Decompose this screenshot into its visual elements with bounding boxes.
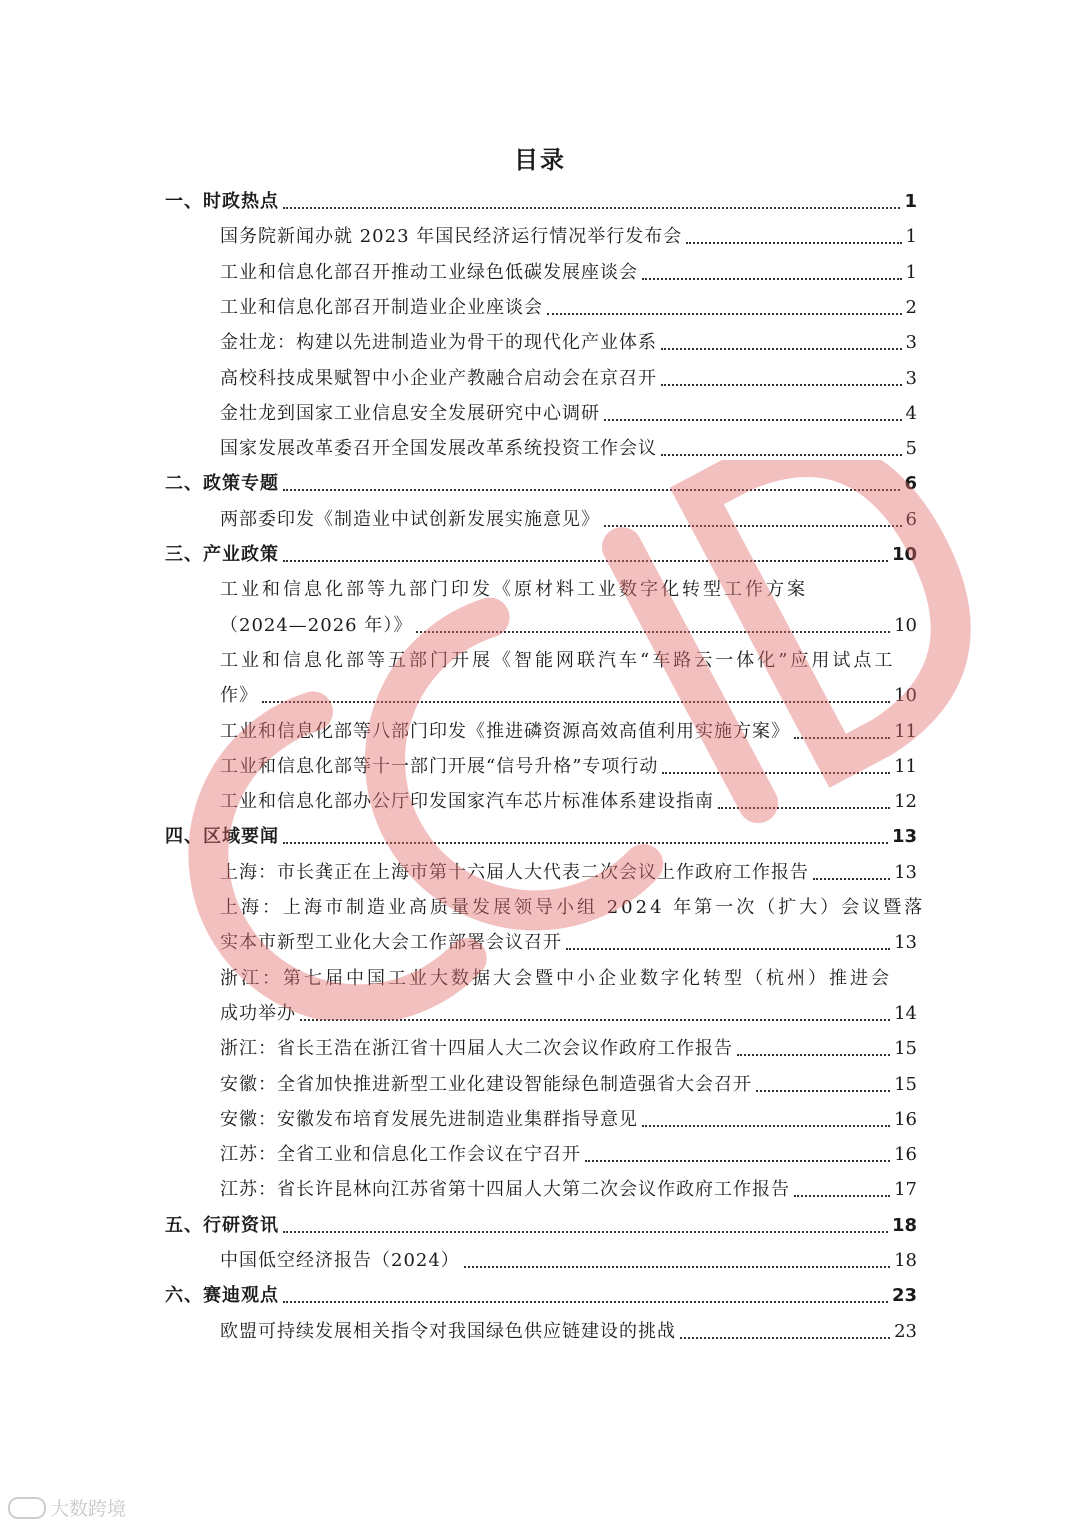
dot-leader xyxy=(661,454,902,456)
dot-leader xyxy=(661,384,902,386)
page-number: 17 xyxy=(894,1179,917,1201)
dot-leader xyxy=(464,1266,890,1268)
page-number: 2 xyxy=(905,296,917,318)
toc-entry-text: （2024—2026 年）》 xyxy=(220,614,413,636)
toc-entry xyxy=(220,225,917,249)
toc-entry-text: 工业和信息化部召开推动工业绿色低碳发展座谈会 xyxy=(220,261,638,283)
dot-leader xyxy=(661,348,902,350)
toc-entry xyxy=(220,720,917,744)
toc-entry-line xyxy=(220,649,917,673)
dot-leader xyxy=(566,948,890,950)
page-number: 11 xyxy=(894,755,917,777)
page-number: 1 xyxy=(905,226,917,248)
page-number: 1 xyxy=(904,191,917,212)
dot-leader xyxy=(794,737,890,739)
page-number: 4 xyxy=(905,402,917,424)
toc-entry xyxy=(220,1037,917,1061)
page-number: 10 xyxy=(894,614,917,636)
toc-entry xyxy=(220,1178,917,1202)
toc-entry-text: 浙江：省长王浩在浙江省十四届人大二次会议作政府工作报告 xyxy=(220,1038,733,1060)
toc-entry-text: 金壮龙：构建以先进制造业为骨干的现代化产业体系 xyxy=(220,332,657,354)
toc-entry xyxy=(220,790,917,814)
page-number: 10 xyxy=(891,544,917,565)
toc-entry xyxy=(220,1108,917,1132)
dot-leader xyxy=(642,1125,890,1127)
toc-section xyxy=(165,1284,917,1308)
toc-entry xyxy=(220,437,917,461)
toc-section-title: 三、产业政策 xyxy=(165,544,279,565)
toc-entry-text: 高校科技成果赋智中小企业产教融合启动会在京召开 xyxy=(220,367,657,389)
dot-leader xyxy=(680,1337,890,1339)
dot-leader xyxy=(604,419,902,421)
dot-leader xyxy=(300,1019,890,1021)
toc-section xyxy=(165,543,917,567)
page-number: 11 xyxy=(894,720,917,742)
toc-entry xyxy=(220,508,917,532)
toc-entry xyxy=(220,331,917,355)
toc-entry xyxy=(220,1073,917,1097)
page-title: 目录 xyxy=(514,146,566,174)
dot-leader xyxy=(547,313,902,315)
toc-entry-line xyxy=(220,967,917,991)
dot-leader xyxy=(794,1195,890,1197)
page-number: 3 xyxy=(905,332,917,354)
dot-leader xyxy=(585,1160,890,1162)
toc-entry-text: 上海：市长龚正在上海市第十六届人大代表二次会议上作政府工作报告 xyxy=(220,861,809,883)
page-number: 1 xyxy=(905,261,917,283)
toc-entry-text: 工业和信息化部等八部门印发《推进磷资源高效高值利用实施方案》 xyxy=(220,720,790,742)
toc-entry-text: 江苏：省长许昆林向江苏省第十四届人大第二次会议作政府工作报告 xyxy=(220,1179,790,1201)
toc-entry xyxy=(220,614,917,638)
toc-entry xyxy=(220,684,917,708)
dot-leader xyxy=(756,1090,890,1092)
toc-entry-text: 两部委印发《制造业中试创新发展实施意见》 xyxy=(220,508,600,530)
dot-leader xyxy=(283,1301,888,1303)
toc-section xyxy=(165,1214,917,1238)
dot-leader xyxy=(604,525,902,527)
toc-section xyxy=(165,825,917,849)
toc-entry-line xyxy=(220,896,926,920)
page-number: 13 xyxy=(894,861,917,883)
page-number: 15 xyxy=(894,1038,917,1060)
toc-entry xyxy=(220,402,917,426)
page-number: 23 xyxy=(891,1285,917,1307)
dot-leader xyxy=(283,489,900,491)
toc-entry-text: 成功举办 xyxy=(220,1002,296,1024)
toc-entry xyxy=(220,261,917,285)
page-number: 14 xyxy=(894,1002,917,1024)
toc-entry-text: 浙江：第七届中国工业大数据大会暨中小企业数字化转型（杭州）推进会 xyxy=(220,967,892,989)
toc-entry xyxy=(220,1249,917,1273)
toc-section-title: 一、时政热点 xyxy=(165,191,279,212)
toc-section xyxy=(165,190,917,214)
dot-leader xyxy=(283,1231,888,1233)
toc-entry-text: 安徽：安徽发布培育发展先进制造业集群指导意见 xyxy=(220,1108,638,1130)
toc-entry-text: 中国低空经济报告（2024） xyxy=(220,1250,460,1271)
page-number: 10 xyxy=(894,685,917,707)
toc-entry-text: 实本市新型工业化大会工作部署会议召开 xyxy=(220,932,562,954)
toc-entry xyxy=(220,755,917,779)
dot-leader xyxy=(662,772,890,774)
toc-entry xyxy=(220,1143,917,1167)
toc-section-title: 六、赛迪观点 xyxy=(165,1285,279,1307)
toc-section xyxy=(165,472,917,496)
dot-leader xyxy=(283,207,900,209)
page-number: 15 xyxy=(894,1073,917,1095)
dot-leader xyxy=(283,842,888,844)
toc-entry-text: 工业和信息化部等十一部门开展“信号升格”专项行动 xyxy=(220,755,659,777)
toc-entry xyxy=(220,1002,917,1026)
toc-section-title: 四、区域要闻 xyxy=(165,826,279,848)
page-number: 12 xyxy=(894,791,917,813)
toc-entry-text: 上海：上海市制造业高质量发展领导小组 2024 年第一次（扩大）会议暨落 xyxy=(220,897,926,918)
toc-entry-line xyxy=(220,578,917,602)
toc-entry-text: 工业和信息化部等五部门开展《智能网联汽车“车路云一体化”应用试点工 xyxy=(220,649,896,671)
page-number: 18 xyxy=(894,1250,917,1271)
brand-icon xyxy=(8,1497,46,1519)
dot-leader xyxy=(262,701,890,703)
toc-entry xyxy=(220,931,917,955)
page-number: 6 xyxy=(904,473,917,495)
toc-entry-text: 江苏：全省工业和信息化工作会议在宁召开 xyxy=(220,1144,581,1166)
dot-leader xyxy=(686,242,901,244)
toc-entry xyxy=(220,861,917,885)
toc-entry xyxy=(220,296,917,320)
watermark-letter-d xyxy=(697,460,997,761)
toc-entry-text: 国家发展改革委召开全国发展改革系统投资工作会议 xyxy=(220,438,657,460)
dot-leader xyxy=(642,278,902,280)
footer-brand: 大数跨境 xyxy=(50,1498,127,1520)
toc-entry-text: 国务院新闻办就 2023 年国民经济运行情况举行发布会 xyxy=(220,226,683,248)
toc-entry xyxy=(220,367,917,391)
page-number: 13 xyxy=(894,932,917,954)
dot-leader xyxy=(737,1054,890,1056)
toc-entry xyxy=(220,1320,917,1344)
page-number: 5 xyxy=(905,438,917,460)
dot-leader xyxy=(416,631,890,633)
page-number: 23 xyxy=(894,1320,917,1342)
toc-entry-text: 作》 xyxy=(220,685,258,707)
page-number: 18 xyxy=(891,1214,917,1236)
dot-leader xyxy=(813,878,890,880)
footer-logo xyxy=(8,1494,126,1521)
toc-entry-text: 工业和信息化部召开制造业企业座谈会 xyxy=(220,296,543,318)
toc-entry-text: 安徽：全省加快推进新型工业化建设智能绿色制造强省大会召开 xyxy=(220,1073,752,1095)
toc-section-title: 五、行研资讯 xyxy=(165,1214,279,1236)
page-number: 6 xyxy=(905,508,917,530)
dot-leader xyxy=(283,560,888,562)
dot-leader xyxy=(718,807,890,809)
toc-entry-text: 工业和信息化部等九部门印发《原材料工业数字化转型工作方案 xyxy=(220,579,808,601)
toc-entry-text: 欧盟可持续发展相关指令对我国绿色供应链建设的挑战 xyxy=(220,1320,676,1342)
toc-section-title: 二、政策专题 xyxy=(165,473,279,495)
page-number: 16 xyxy=(894,1108,917,1130)
page-number: 3 xyxy=(905,367,917,389)
page-number: 16 xyxy=(894,1144,917,1166)
toc-entry-text: 工业和信息化部办公厅印发国家汽车芯片标准体系建设指南 xyxy=(220,791,714,813)
toc-entry-text: 金壮龙到国家工业信息安全发展研究中心调研 xyxy=(220,402,600,424)
page-number: 13 xyxy=(891,826,917,848)
